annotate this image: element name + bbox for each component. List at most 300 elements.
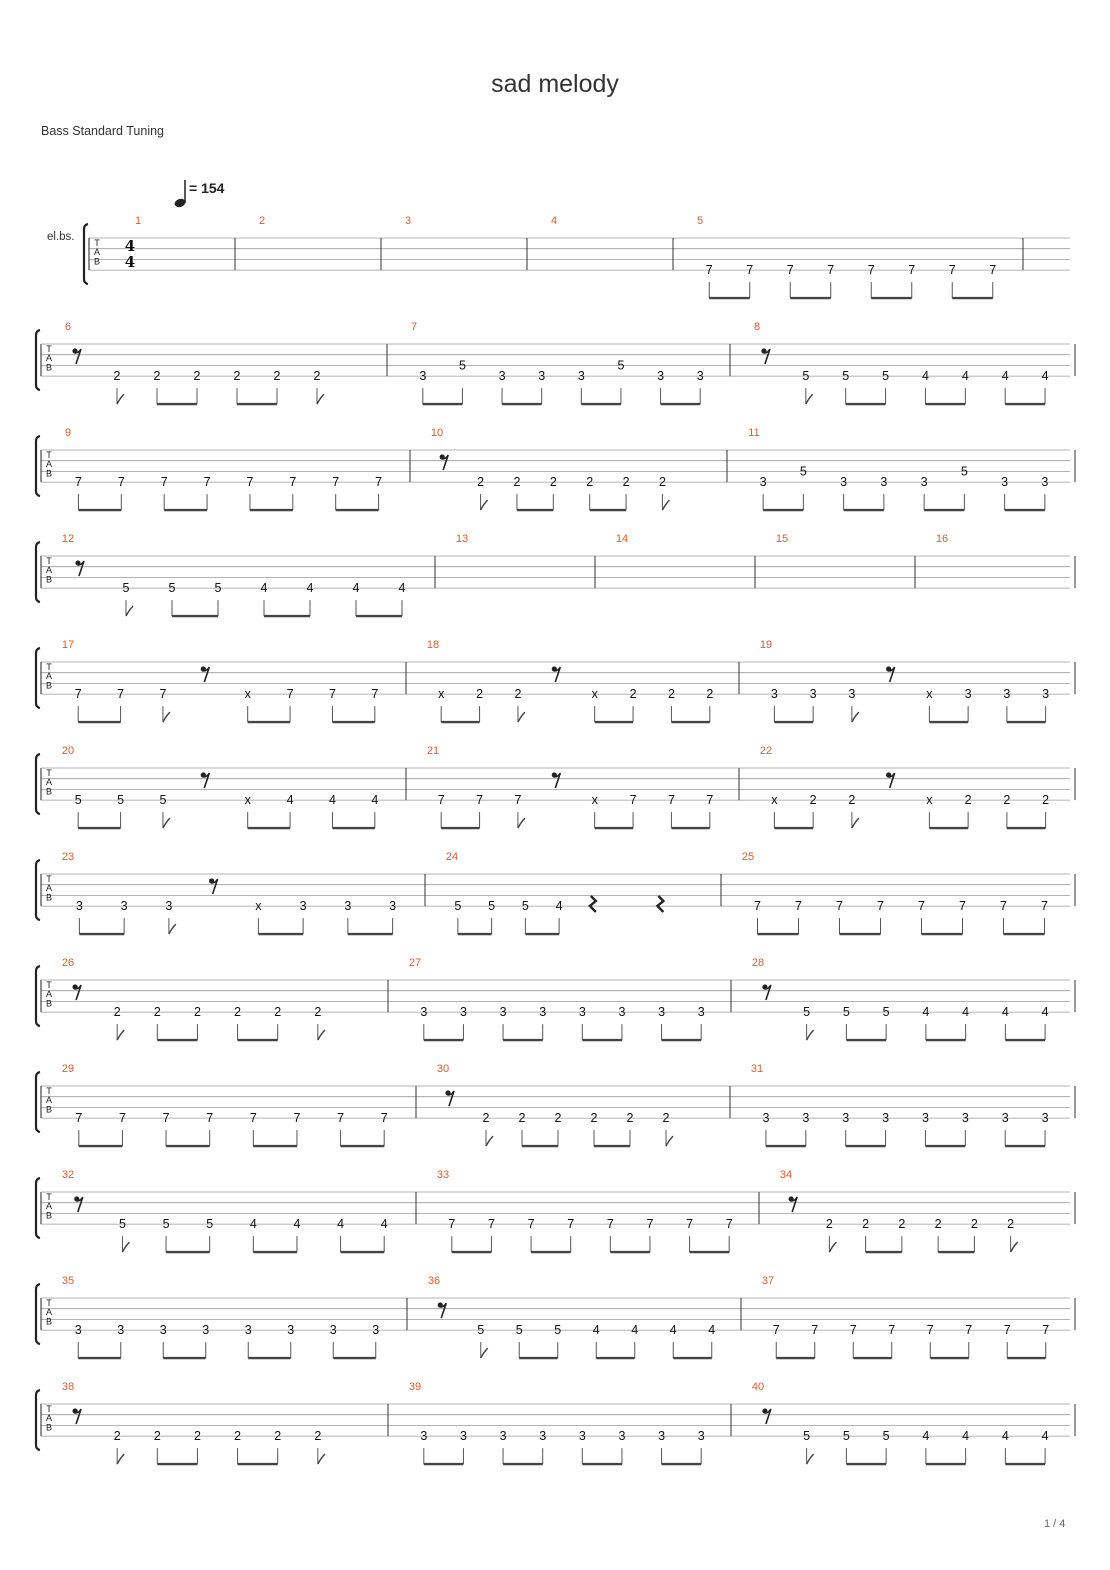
measure — [776, 533, 915, 588]
measure-number: 7 — [410, 321, 418, 333]
tab-clef-letter: T — [46, 1086, 52, 1096]
tab-clef-letter: B — [93, 256, 101, 267]
fret-number: 2 — [274, 1429, 282, 1444]
measure-number: 24 — [445, 851, 459, 863]
measure-number: 8 — [753, 321, 761, 333]
fret-number: 7 — [908, 263, 916, 278]
fret-number: 7 — [527, 1217, 535, 1232]
fret-number: 7 — [948, 263, 956, 278]
tab-clef-letter: B — [45, 998, 53, 1009]
measure-number: 16 — [935, 533, 949, 545]
fret-number: 7 — [786, 263, 794, 278]
measure — [752, 957, 1075, 1040]
measure-number: 13 — [455, 533, 469, 545]
fret-number: 7 — [118, 1111, 126, 1126]
measure — [62, 957, 388, 1040]
fret-number: 3 — [618, 1005, 626, 1020]
fret-number: 7 — [74, 475, 82, 490]
fret-number: 7 — [75, 1111, 83, 1126]
dead-note: x — [244, 793, 251, 808]
measure — [65, 321, 387, 404]
fret-number: 5 — [214, 581, 222, 596]
fret-number: 7 — [246, 475, 254, 490]
fret-number: 7 — [926, 1323, 934, 1338]
fret-number: 7 — [646, 1217, 654, 1232]
fret-number: 2 — [970, 1217, 978, 1232]
instrument-label: el.bs. — [47, 231, 75, 243]
fret-number: 2 — [549, 475, 557, 490]
fret-number: 7 — [877, 899, 884, 914]
fret-number: 7 — [827, 263, 835, 278]
fret-number: 7 — [332, 475, 340, 490]
measure-number: 20 — [61, 745, 75, 757]
fret-number: 4 — [293, 1217, 301, 1232]
measure — [437, 1063, 730, 1146]
eighth-flag — [117, 394, 124, 404]
fret-number: 4 — [922, 1429, 930, 1444]
fret-number: 2 — [514, 687, 522, 702]
fret-number: 7 — [371, 687, 379, 702]
tab-system — [36, 1178, 1070, 1238]
fret-number: 7 — [487, 1217, 495, 1232]
fret-number: 3 — [842, 1111, 850, 1126]
measure-number: 23 — [61, 851, 75, 863]
fret-number: 2 — [622, 475, 630, 490]
fret-number: 3 — [329, 1323, 337, 1338]
fret-number: 3 — [244, 1323, 252, 1338]
measure-number: 4 — [550, 215, 558, 227]
measure — [62, 1169, 416, 1252]
fret-number: 2 — [825, 1217, 833, 1232]
fret-number: 7 — [1042, 1323, 1050, 1338]
fret-number: 2 — [113, 1429, 121, 1444]
eighth-flag — [122, 1242, 129, 1252]
tab-clef-letter: T — [46, 1298, 52, 1308]
fret-number: 5 — [617, 358, 625, 373]
measure — [62, 533, 435, 616]
measure — [62, 745, 406, 828]
system-bracket — [84, 224, 88, 284]
measure-number: 3 — [404, 215, 412, 227]
measure-number: 17 — [61, 639, 75, 651]
fret-number: 7 — [203, 475, 211, 490]
fret-number: 7 — [289, 475, 297, 490]
eighth-flag — [318, 1030, 325, 1040]
fret-number: 2 — [314, 1005, 322, 1020]
tab-clef-letter: T — [46, 344, 52, 354]
measure — [697, 215, 1023, 298]
eighth-flag — [163, 818, 170, 828]
eighth-flag — [807, 1030, 814, 1040]
fret-number: 2 — [477, 475, 485, 490]
eighth-flag — [318, 1454, 325, 1464]
measure — [427, 639, 739, 722]
measure — [752, 1381, 1075, 1464]
fret-number: 4 — [249, 1217, 257, 1232]
fret-number: 7 — [1041, 899, 1048, 914]
fret-number: 5 — [842, 369, 850, 384]
fret-number: 7 — [375, 475, 383, 490]
measure-number: 10 — [430, 427, 444, 439]
fret-number: 5 — [458, 358, 466, 373]
tab-clef-letter: B — [45, 1104, 53, 1115]
fret-number: 3 — [165, 899, 173, 914]
fret-number: 4 — [306, 581, 314, 596]
tab-clef-letter: A — [45, 565, 53, 576]
fret-number: 5 — [803, 1005, 811, 1020]
measure — [65, 427, 410, 510]
fret-number: 4 — [371, 793, 379, 808]
tab-clef-letter: T — [46, 662, 52, 672]
fret-number: 3 — [657, 369, 665, 384]
tab-clef-letter: A — [45, 1201, 53, 1212]
fret-number: 7 — [1000, 899, 1007, 914]
measure — [742, 851, 1075, 934]
tab-clef-letter: T — [46, 556, 52, 566]
fret-number: 3 — [1041, 1111, 1049, 1126]
measure — [405, 215, 527, 270]
eighth-rest — [72, 348, 81, 364]
measure-number: 26 — [61, 957, 75, 969]
measure-number: 38 — [61, 1381, 75, 1393]
eighth-flag — [317, 394, 324, 404]
fret-number: 3 — [120, 899, 128, 914]
measure-number: 5 — [696, 215, 704, 227]
fret-number: 5 — [521, 899, 529, 914]
fret-number: 2 — [658, 475, 666, 490]
measure-number: 31 — [750, 1063, 764, 1075]
measure-number: 36 — [427, 1275, 441, 1287]
tab-system — [36, 648, 1070, 708]
fret-number: 7 — [162, 1111, 170, 1126]
fret-number: 2 — [809, 793, 817, 808]
fret-number: 7 — [293, 1111, 301, 1126]
measure-number: 28 — [751, 957, 765, 969]
fret-number: 3 — [961, 1111, 969, 1126]
measure-number: 33 — [436, 1169, 450, 1181]
eighth-flag — [126, 606, 133, 616]
fret-number: 4 — [328, 793, 336, 808]
eighth-rest — [209, 878, 218, 894]
eighth-flag — [1011, 1242, 1018, 1252]
fret-number: 7 — [725, 1217, 733, 1232]
fret-number: 3 — [499, 1005, 507, 1020]
fret-number: 7 — [836, 899, 843, 914]
fret-number: 7 — [888, 1323, 896, 1338]
fret-number: 4 — [1001, 369, 1009, 384]
fret-number: 3 — [880, 475, 888, 490]
fret-number: 4 — [962, 1005, 970, 1020]
fret-number: 3 — [697, 1429, 705, 1444]
fret-number: 2 — [233, 369, 241, 384]
eighth-rest — [74, 1196, 83, 1212]
fret-number: 7 — [159, 687, 167, 702]
fret-number: 5 — [159, 793, 167, 808]
fret-number: 5 — [960, 464, 968, 479]
measure — [62, 1063, 416, 1146]
fret-number: 3 — [75, 899, 83, 914]
measure — [751, 1063, 1075, 1146]
tab-system — [36, 330, 1070, 390]
measure-number: 18 — [426, 639, 440, 651]
tuning-label: Bass Standard Tuning — [41, 124, 164, 138]
fret-number: 5 — [168, 581, 176, 596]
fret-number: 4 — [398, 581, 406, 596]
fret-number: 7 — [795, 899, 802, 914]
measure — [616, 533, 755, 588]
tab-system — [36, 860, 1070, 920]
measure-number: 1 — [134, 215, 142, 227]
tab-system — [36, 966, 1070, 1026]
fret-number: 4 — [592, 1323, 600, 1338]
measure-number: 9 — [64, 427, 72, 439]
fret-number: 3 — [420, 1429, 428, 1444]
eighth-rest — [886, 772, 895, 788]
fret-number: 2 — [629, 687, 637, 702]
eighth-flag — [486, 1136, 493, 1146]
fret-number: 5 — [803, 1429, 811, 1444]
tab-system — [36, 1072, 1070, 1132]
fret-number: 3 — [389, 899, 397, 914]
fret-number: 4 — [1041, 369, 1049, 384]
eighth-flag — [117, 1030, 124, 1040]
fret-number: 3 — [344, 899, 352, 914]
fret-number: 4 — [1041, 1429, 1049, 1444]
measure — [409, 957, 731, 1040]
fret-number: 7 — [918, 899, 925, 914]
fret-number: 3 — [921, 1111, 929, 1126]
eighth-rest — [552, 772, 561, 788]
fret-number: 5 — [488, 899, 496, 914]
fret-number: 5 — [117, 793, 125, 808]
eighth-rest — [201, 772, 210, 788]
tab-system — [36, 1284, 1070, 1344]
measure — [427, 745, 739, 828]
fret-number: 7 — [811, 1323, 819, 1338]
fret-number: 3 — [759, 475, 767, 490]
fret-number: 3 — [539, 1429, 547, 1444]
fret-number: 7 — [160, 475, 168, 490]
fret-number: 5 — [74, 793, 82, 808]
fret-number: 7 — [476, 793, 484, 808]
tab-clef-letter: B — [45, 680, 53, 691]
measure-number: 34 — [779, 1169, 793, 1181]
tab-clef-letter: T — [46, 768, 52, 778]
fret-number: 2 — [1003, 793, 1011, 808]
tab-clef-letter: T — [46, 980, 52, 990]
fret-number: 3 — [964, 687, 972, 702]
eighth-rest — [440, 454, 449, 470]
tab-clef-letter: T — [46, 1404, 52, 1414]
tab-clef-letter: B — [45, 1210, 53, 1221]
fret-number: 3 — [287, 1323, 295, 1338]
measure — [135, 215, 235, 270]
fret-number: 2 — [848, 793, 856, 808]
fret-number: 4 — [631, 1323, 639, 1338]
fret-number: 4 — [260, 581, 268, 596]
fret-number: 7 — [337, 1111, 345, 1126]
fret-number: 5 — [799, 464, 807, 479]
fret-number: 2 — [153, 369, 161, 384]
fret-number: 3 — [202, 1323, 210, 1338]
fret-number: 7 — [965, 1323, 973, 1338]
tab-clef-letter: B — [45, 362, 53, 373]
fret-number: 2 — [667, 687, 675, 702]
tab-clef-letter: B — [45, 1316, 53, 1327]
measure — [437, 1169, 759, 1252]
fret-number: 5 — [842, 1429, 850, 1444]
eighth-flag — [117, 1454, 124, 1464]
fret-number: 4 — [352, 581, 360, 596]
tab-clef-letter: A — [45, 1413, 53, 1424]
measure — [411, 321, 730, 404]
fret-number: 5 — [162, 1217, 170, 1232]
fret-number: 7 — [706, 793, 714, 808]
system-bracket — [36, 966, 40, 1026]
system-bracket — [36, 1072, 40, 1132]
fret-number: 4 — [337, 1217, 345, 1232]
fret-number: 2 — [554, 1111, 562, 1126]
fret-number: 5 — [882, 369, 890, 384]
fret-number: 7 — [249, 1111, 257, 1126]
fret-number: 7 — [606, 1217, 614, 1232]
fret-number: 2 — [314, 1429, 322, 1444]
tab-clef-letter: A — [45, 989, 53, 1000]
dead-note: x — [591, 687, 598, 702]
fret-number: 3 — [1001, 1111, 1009, 1126]
measure — [431, 427, 727, 510]
system-bracket — [36, 648, 40, 708]
measure — [760, 745, 1075, 828]
page-number: 1 / 4 — [1044, 1518, 1066, 1530]
tab-clef-letter: T — [46, 1192, 52, 1202]
fret-number: 7 — [74, 687, 82, 702]
fret-number: 2 — [274, 1005, 282, 1020]
tab-clef-letter: B — [45, 892, 53, 903]
time-signature-top: 4 — [124, 237, 136, 255]
tab-system — [36, 1390, 1070, 1450]
eighth-flag — [518, 818, 525, 828]
fret-number: 3 — [538, 369, 546, 384]
measure — [456, 533, 595, 588]
tab-clef-letter: A — [45, 1307, 53, 1318]
fret-number: 2 — [662, 1111, 670, 1126]
fret-number: 7 — [754, 899, 761, 914]
time-signature-bottom: 4 — [124, 253, 136, 271]
fret-number: 3 — [499, 1429, 507, 1444]
tab-clef-letter: T — [94, 238, 100, 248]
eighth-rest — [445, 1090, 454, 1106]
fret-number: 2 — [513, 475, 521, 490]
fret-number: 3 — [539, 1005, 547, 1020]
dead-note: x — [244, 687, 251, 702]
fret-number: 2 — [234, 1005, 242, 1020]
fret-number: 3 — [696, 369, 704, 384]
fret-number: 2 — [964, 793, 972, 808]
fret-number: 3 — [658, 1429, 666, 1444]
tab-clef-letter: B — [45, 574, 53, 585]
tab-clef-letter: A — [93, 247, 101, 258]
tempo-value: = 154 — [189, 180, 225, 196]
fret-number: 2 — [586, 475, 594, 490]
measure-number: 39 — [408, 1381, 422, 1393]
tab-clef-letter: A — [45, 459, 53, 470]
fret-number: 3 — [618, 1429, 626, 1444]
fret-number: 3 — [578, 1005, 586, 1020]
fret-number: 5 — [882, 1005, 890, 1020]
fret-number: 2 — [193, 369, 201, 384]
measure-number: 21 — [426, 745, 440, 757]
fret-number: 7 — [705, 263, 713, 278]
system-bracket — [36, 542, 40, 602]
measure-number: 19 — [759, 639, 773, 651]
tab-clef-letter: T — [46, 874, 52, 884]
tab-system — [47, 224, 1070, 284]
fret-number: 4 — [1001, 1429, 1009, 1444]
fret-number: 7 — [772, 1323, 780, 1338]
fret-number: 7 — [1003, 1323, 1011, 1338]
fret-number: 4 — [1041, 1005, 1049, 1020]
eighth-flag — [481, 1348, 488, 1358]
tab-clef-letter: T — [46, 450, 52, 460]
eighth-rest — [75, 560, 84, 576]
measure-number: 32 — [61, 1169, 75, 1181]
eighth-rest — [72, 1408, 81, 1424]
dead-note: x — [926, 793, 933, 808]
measure — [259, 215, 381, 270]
fret-number: 7 — [567, 1217, 575, 1232]
tab-clef-letter: B — [45, 1422, 53, 1433]
fret-number: 4 — [921, 369, 929, 384]
measure — [754, 321, 1075, 404]
dead-note: x — [255, 899, 262, 914]
fret-number: 2 — [590, 1111, 598, 1126]
fret-number: 2 — [706, 687, 714, 702]
fret-number: 2 — [113, 1005, 121, 1020]
measure — [62, 639, 406, 722]
fret-number: 2 — [898, 1217, 906, 1232]
tab-clef-letter: A — [45, 777, 53, 788]
measure-number: 25 — [741, 851, 755, 863]
eighth-flag — [169, 924, 176, 934]
eighth-flag — [518, 712, 525, 722]
measure — [936, 533, 1075, 588]
fret-number: 2 — [234, 1429, 242, 1444]
measure-number: 6 — [64, 321, 72, 333]
tab-clef-letter: B — [45, 786, 53, 797]
tempo-marking — [173, 180, 224, 209]
fret-number: 3 — [420, 1005, 428, 1020]
fret-number: 7 — [206, 1111, 214, 1126]
fret-number: 7 — [629, 793, 637, 808]
fret-number: 7 — [328, 687, 336, 702]
eighth-flag — [852, 818, 859, 828]
system-bracket — [36, 1284, 40, 1344]
fret-number: 3 — [809, 687, 817, 702]
fret-number: 2 — [934, 1217, 942, 1232]
system-bracket — [36, 860, 40, 920]
fret-number: 2 — [1007, 1217, 1015, 1232]
fret-number: 3 — [1003, 687, 1011, 702]
fret-number: 3 — [577, 369, 585, 384]
fret-number: 2 — [518, 1111, 526, 1126]
fret-number: 3 — [299, 899, 307, 914]
fret-number: 2 — [153, 1429, 161, 1444]
system-bracket — [36, 436, 40, 496]
fret-number: 3 — [882, 1111, 890, 1126]
fret-number: 4 — [286, 793, 294, 808]
eighth-rest — [438, 1302, 447, 1318]
